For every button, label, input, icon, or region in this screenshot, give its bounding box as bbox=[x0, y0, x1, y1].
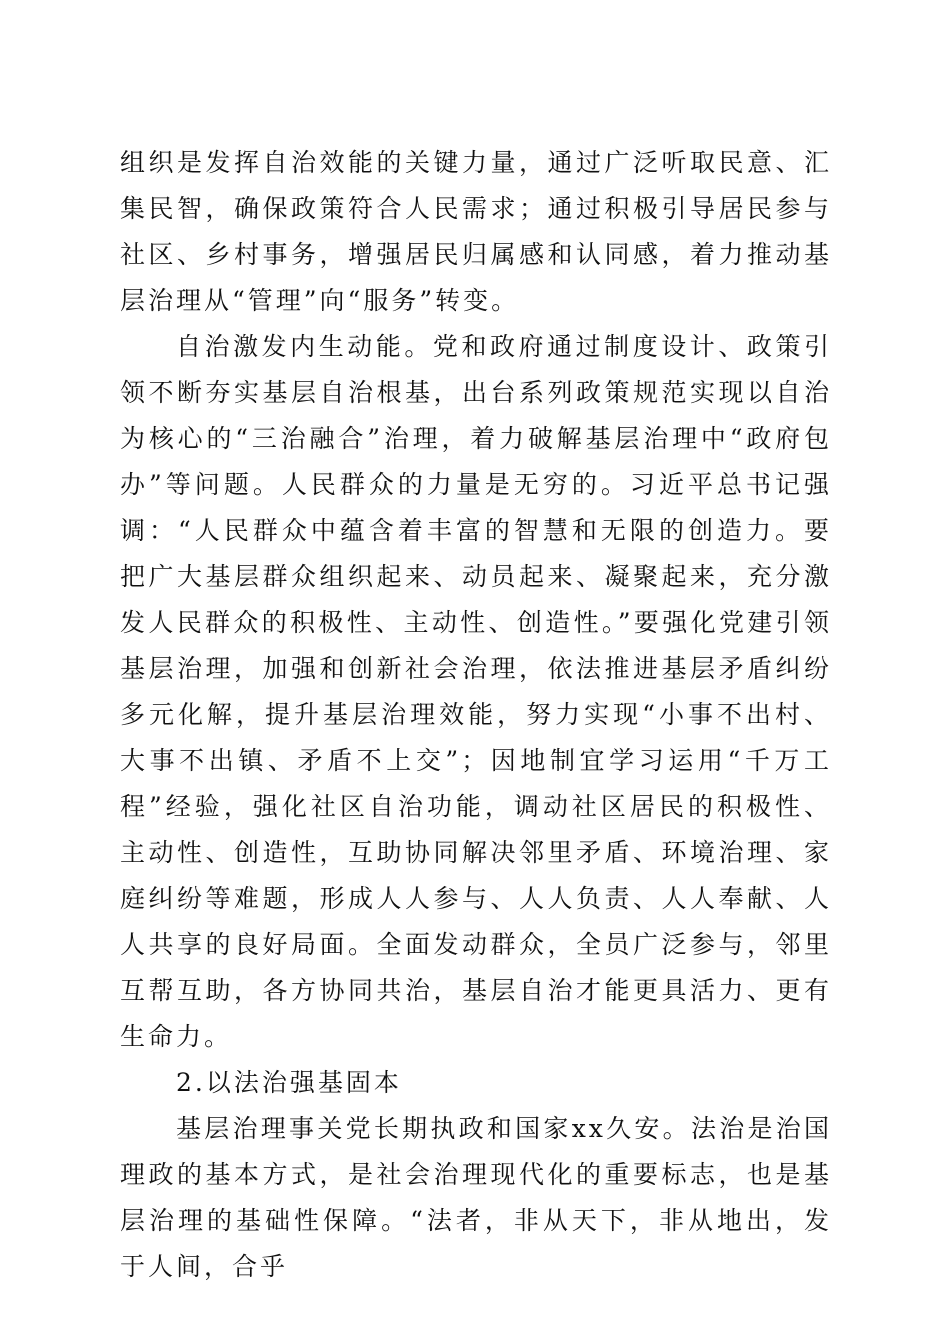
paragraph-self-governance: 自治激发内生动能。党和政府通过制度设计、政策引领不断夯实基层自治根基，出台系列政策规范实现以自治为核心的“三治融合”治理，着力破解基层治理中“政府包办”等问题。人民群众的力量是无穷的。习近平总书记强调：“人民群众中蕴含着丰富的智慧和无限的创造力。要把广大基层群众组织起来、动员起来、凝聚起来，充分激发人民群众的积极性、主动性、创造性。”要强化党建引领基层治理，加强和创新社会治理，依法推进基层矛盾纠纷多元化解，提升基层治理效能，努力实现“小事不出村、大事不出镇、矛盾不上交”；因地制宜学习运用“千万工程”经验，强化社区自治功能，调动社区居民的积极性、主动性、创造性，互助协同解决邻里矛盾、环境治理、家庭纠纷等难题，形成人人参与、人人负责、人人奉献、人人共享的良好局面。全面发动群众，全员广泛参与，邻里互帮互助，各方协同共治，基层自治才能更具活力、更有生命力。 bbox=[120, 332, 832, 1051]
paragraph-continuation: 组织是发挥自治效能的关键力量，通过广泛听取民意、汇集民智，确保政策符合人民需求；通过积极引导居民参与社区、乡村事务，增强居民归属感和认同感，着力推动基层治理从“管理”向“服务”转变。 bbox=[120, 148, 832, 315]
section-heading-rule-of-law: 2.以法治强基固本 bbox=[176, 1068, 402, 1097]
document-body bbox=[120, 140, 832, 1290]
paragraph-rule-of-law: 基层治理事关党长期执政和国家xx久安。法治是治国理政的基本方式，是社会治理现代化的重要标志，也是基层治理的基础性保障。“法者，非从天下，非从地出，发于人间，合乎 bbox=[120, 1114, 832, 1281]
